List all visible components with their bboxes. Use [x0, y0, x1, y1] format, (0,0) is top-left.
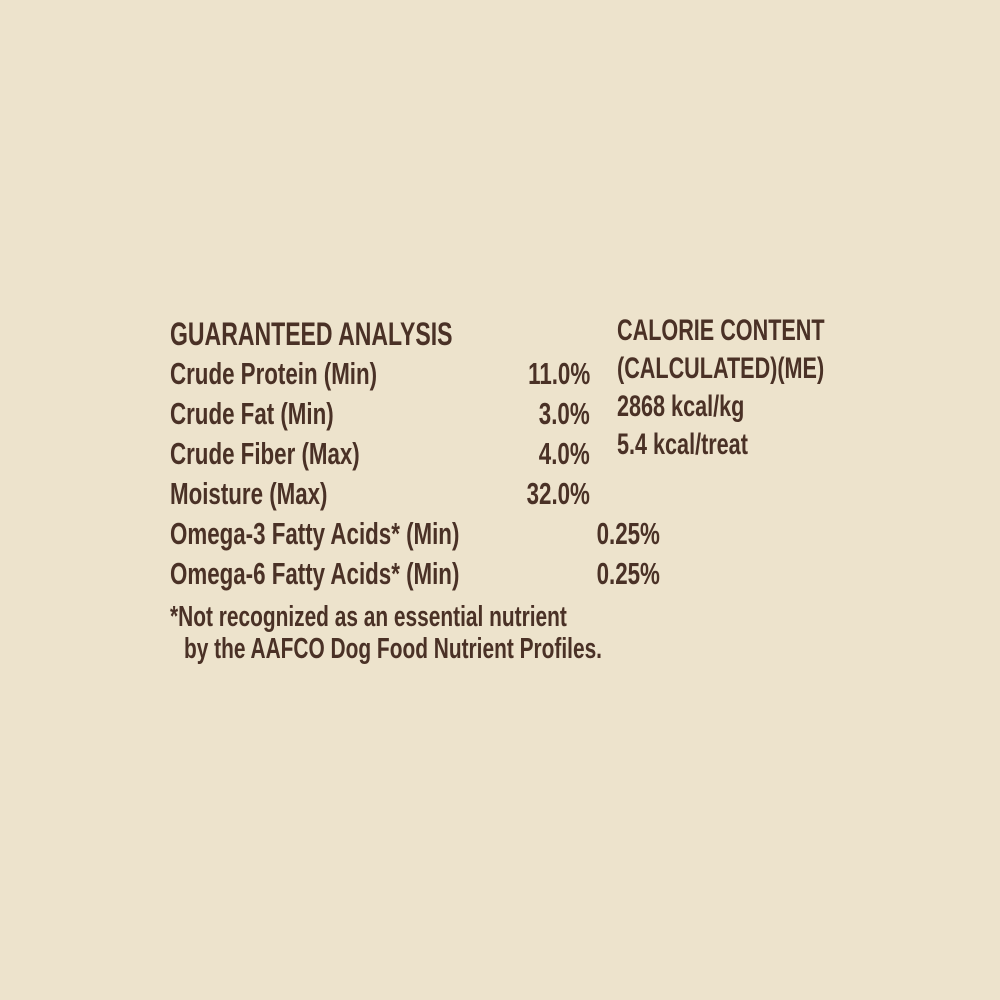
- table-row: [170, 514, 660, 554]
- guaranteed-analysis-title: [170, 314, 590, 354]
- nutrient-label: Crude Fiber (Max): [170, 436, 360, 471]
- table-row: [170, 434, 590, 474]
- footnote-line-1: *Not recognized as an essential nutrient: [170, 601, 567, 633]
- nutrient-label: Omega-6 Fatty Acids* (Min): [170, 556, 460, 591]
- calorie-content-section: [617, 312, 947, 464]
- aafco-footnote: [170, 601, 602, 665]
- table-row: [170, 554, 660, 594]
- nutrient-value: 3.0%: [539, 396, 590, 431]
- nutrient-value: 4.0%: [539, 436, 590, 471]
- table-row: [170, 394, 590, 434]
- table-row: [170, 354, 590, 394]
- nutrient-value: 11.0%: [527, 356, 590, 391]
- table-row: [170, 474, 590, 514]
- calorie-content-title-line-2: (CALCULATED)(ME): [617, 352, 825, 385]
- calorie-value-kcal-per-treat: 5.4 kcal/treat: [617, 428, 748, 461]
- nutrient-label: Crude Protein (Min): [170, 356, 378, 391]
- calorie-value-kcal-per-kg: 2868 kcal/kg: [617, 390, 745, 423]
- calorie-content-title-line-1: CALORIE CONTENT: [617, 314, 825, 347]
- nutrient-label: Crude Fat (Min): [170, 396, 334, 431]
- guaranteed-analysis-title-text: GUARANTEED ANALYSIS: [170, 316, 453, 352]
- nutrient-value: 0.25%: [596, 556, 660, 591]
- nutrient-label: Moisture (Max): [170, 476, 328, 511]
- nutrient-label: Omega-3 Fatty Acids* (Min): [170, 516, 460, 551]
- footnote-line-2: by the AAFCO Dog Food Nutrient Profiles.: [184, 633, 602, 665]
- guaranteed-analysis-section: [170, 314, 660, 665]
- nutrient-value: 32.0%: [526, 476, 590, 511]
- nutrient-value: 0.25%: [596, 516, 660, 551]
